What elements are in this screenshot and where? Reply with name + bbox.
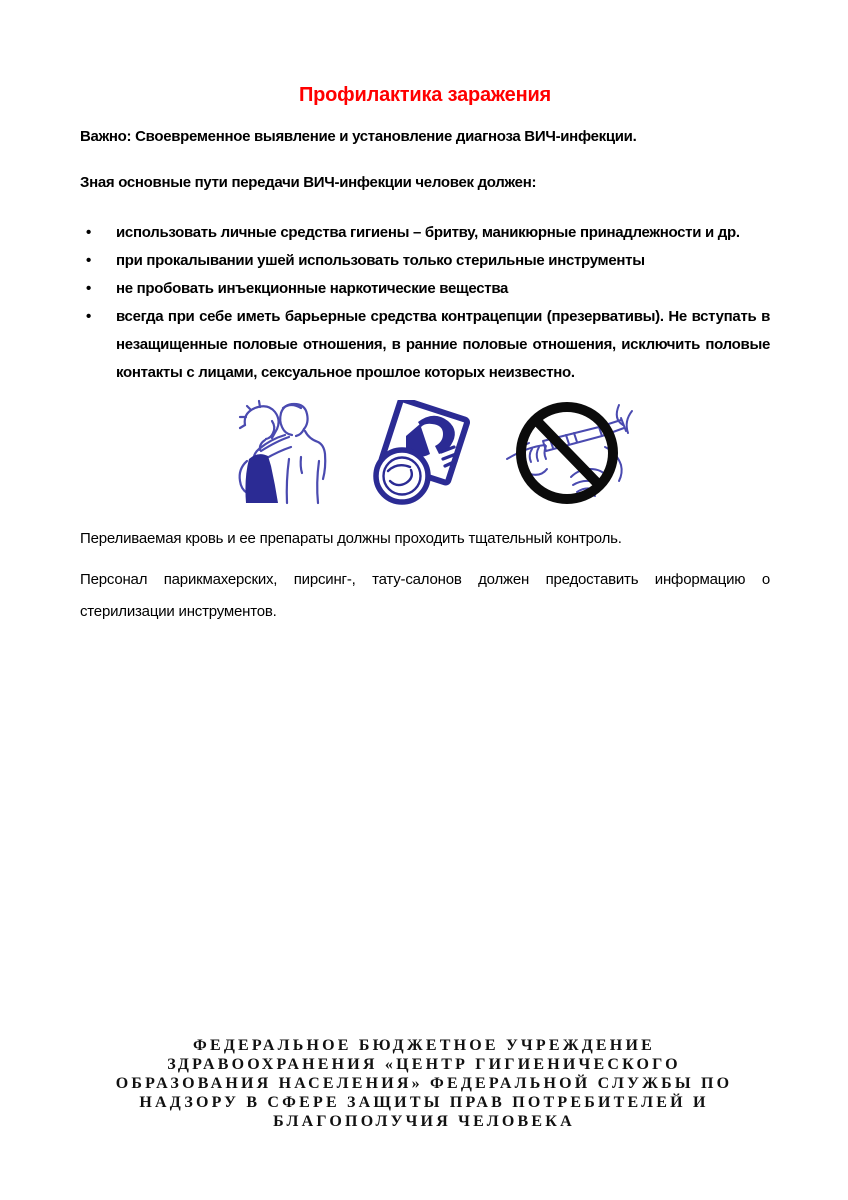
bullet-list bbox=[80, 219, 770, 387]
couple-clipart bbox=[215, 399, 335, 507]
footer-line: БЛАГОПОЛУЧИЯ ЧЕЛОВЕКА bbox=[273, 1113, 575, 1130]
bullet-item-contraception bbox=[80, 303, 770, 387]
footer-org-name bbox=[0, 1036, 848, 1131]
clipart-row bbox=[80, 397, 770, 509]
bullet-item-piercing bbox=[80, 247, 770, 275]
condom-package-clipart bbox=[362, 400, 478, 506]
no-syringe-sharing-clipart bbox=[505, 397, 635, 509]
page-title: Профилактика заражения bbox=[298, 84, 552, 106]
bullet-marker-icon: • bbox=[86, 224, 91, 241]
bullet-marker-icon: • bbox=[86, 308, 91, 325]
bullet-item-hygiene bbox=[80, 219, 770, 247]
paragraph-blood-control: Переливаемая кровь и ее препараты должны проходить тщательный контроль. bbox=[80, 530, 622, 547]
paragraph-salon-staff: Персонал парикмахерских, пирсинг-, тату-салонов должен предоставить информацию о стерилизации инструментов. bbox=[80, 571, 770, 620]
bullet-text: всегда при себе иметь барьерные средства контрацепции (презервативы). Не вступать в незащищенные половые отношения, в ранние половые отношения, исключить половые контакты с лицами, сексуальное прошлое которых неизвестно. bbox=[116, 308, 770, 381]
footer-line: НАДЗОРУ В СФЕРЕ ЗАЩИТЫ ПРАВ ПОТРЕБИТЕЛЕЙ И bbox=[139, 1094, 709, 1111]
footer-line: ОБРАЗОВАНИЯ НАСЕЛЕНИЯ» ФЕДЕРАЛЬНОЙ СЛУЖБЫ ПО bbox=[115, 1075, 733, 1092]
bullet-text: при прокалывании ушей использовать только стерильные инструменты bbox=[116, 252, 645, 269]
bullet-item-drugs bbox=[80, 275, 770, 303]
important-note: Важно: Своевременное выявление и установление диагноза ВИЧ-инфекции. bbox=[80, 128, 637, 145]
bullet-marker-icon: • bbox=[86, 280, 91, 297]
footer-line: ФЕДЕРАЛЬНОЕ БЮДЖЕТНОЕ УЧРЕЖДЕНИЕ bbox=[193, 1037, 655, 1054]
intro-line: Зная основные пути передачи ВИЧ-инфекции человек должен: bbox=[80, 174, 537, 191]
bullet-text: не пробовать инъекционные наркотические вещества bbox=[116, 280, 509, 297]
bullet-text: использовать личные средства гигиены – бритву, маникюрные принадлежности и др. bbox=[116, 224, 740, 241]
bullet-marker-icon: • bbox=[86, 252, 91, 269]
footer-line: ЗДРАВООХРАНЕНИЯ «ЦЕНТР ГИГИЕНИЧЕСКОГО bbox=[167, 1056, 681, 1073]
